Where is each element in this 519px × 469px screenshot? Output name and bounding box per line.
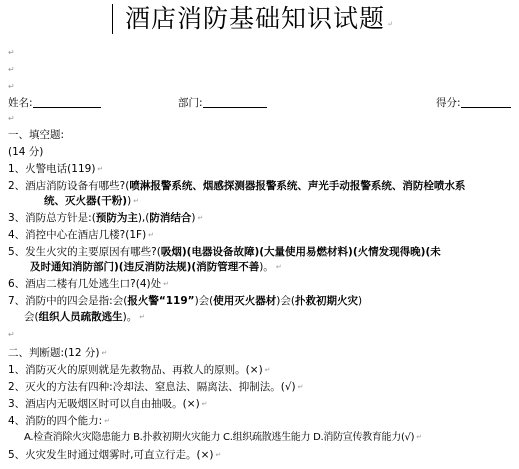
paragraph-mark-icon: ↵ <box>139 313 146 321</box>
dept-field[interactable] <box>203 96 267 108</box>
question-2-cont: 统、灭火器(干粉)) ↵ <box>44 195 140 207</box>
paragraph-mark-icon: ↵ <box>97 165 104 173</box>
score-field[interactable] <box>461 96 511 108</box>
judge-question-2: 2、灭火的方法有四种:冷却法、窒息法、隔离法、抑制法。(√) ↵ <box>8 381 304 393</box>
page-title <box>0 2 519 41</box>
judge-question-5: 5、火灾发生时通过烟雾时,可直立行走。(×) ↵ <box>8 449 222 461</box>
question-5: 5、发生火灾的主要原因有哪些?(吸烟)(电器设备故障)(大量使用易燃材料)(火情发现得晚)(未 <box>8 246 441 258</box>
answer-text: 吸烟)(电器设备故障)(大量使用易燃材料)(火情发现得晚)(未 <box>160 246 441 258</box>
judge-question-4-options: A.检查消除火灾隐患能力 B.扑救初期火灾能力 C.组织疏散逃生能力 D.消防宣传教育能力(√) ↵ <box>24 432 422 443</box>
paragraph-mark-icon: ↵ <box>275 263 282 271</box>
section1-heading: 一、填空题: <box>8 129 65 141</box>
answer-text: 预防为主 <box>95 212 138 224</box>
answer-text: 扑救初期火灾 <box>294 295 358 307</box>
paragraph-mark-icon: ↵ <box>101 349 108 357</box>
question-2: 2、酒店消防设备有哪些?(喷淋报警系统、烟感探测器报警系统、声光手动报警系统、消防栓喷水系 <box>8 180 466 192</box>
paragraph-mark-icon: ↵ <box>104 417 111 425</box>
judge-question-1: 1、消防灭火的原则就是先救物品、再救人的原则。(×) ↵ <box>8 364 271 376</box>
question-7: 7、消防中的四会是指:会(报火警“119”)会(使用灭火器材)会(扑救初期火灾) <box>8 295 363 307</box>
paragraph-mark-icon: ↵ <box>8 82 15 91</box>
section2-heading: 二、判断题:(12 分) ↵ <box>8 347 108 359</box>
paragraph-mark-icon: ↵ <box>297 383 304 391</box>
answer-text: 使用灭火器材 <box>213 295 277 307</box>
answer-text: 喷淋报警系统、烟感探测器报警系统、声光手动报警系统、消防栓喷水系 <box>129 180 466 192</box>
paragraph-mark-icon: ↵ <box>215 451 222 459</box>
dept-label: 部门: <box>178 97 203 109</box>
answer-text: 报火警“119” <box>127 295 195 307</box>
score-label: 得分: <box>436 97 461 109</box>
question-5-cont: 及时通知消防部门)(违反消防法规)(消防管理不善)。 ↵ <box>30 261 282 273</box>
answer-text: 及时通知消防部门)(违反消防法规)(消防管理不善 <box>30 261 260 273</box>
question-4: 4、消控中心在酒店几楼?(1F) ↵ <box>8 229 155 241</box>
answer-text: 组织人员疏散逃生 <box>38 311 123 323</box>
paragraph-mark-icon: ↵ <box>8 114 15 123</box>
answer-text: 防消结合 <box>149 212 192 224</box>
name-field[interactable] <box>33 96 101 108</box>
paragraph-mark-icon: ↵ <box>163 280 170 288</box>
title-text: 酒店消防基础知识试题 <box>125 4 386 33</box>
paragraph-mark-icon: ↵ <box>8 330 15 339</box>
paragraph-mark-icon: ↵ <box>8 65 15 74</box>
answer-text: 统、灭火器(干粉) <box>44 195 128 207</box>
dept-group <box>178 96 267 110</box>
paragraph-mark-icon: ↵ <box>148 231 155 239</box>
judge-question-4: 4、消防的四个能力: ↵ <box>8 415 111 427</box>
question-1: 1、火警电话(119) ↵ <box>8 163 104 175</box>
score-group <box>436 96 511 110</box>
judge-question-3: 3、酒店内无吸烟区时可以自由抽吸。(×) ↵ <box>8 398 208 410</box>
question-7-cont: 会(组织人员疏散逃生)。 ↵ <box>24 311 146 323</box>
question-6: 6、酒店二楼有几处逃生口?(4)处 ↵ <box>8 278 170 290</box>
section1-points: (14 分) <box>8 146 44 158</box>
paragraph-mark-icon: ↵ <box>416 433 422 441</box>
paragraph-mark-icon: ↵ <box>201 400 208 408</box>
question-3: 3、消防总方针是:(预防为主),(防消结合) ↵ <box>8 212 204 224</box>
paragraph-mark-icon: ↵ <box>8 48 15 57</box>
paragraph-mark-icon: ↵ <box>264 366 271 374</box>
paragraph-mark-icon: ↵ <box>387 20 394 28</box>
paragraph-mark-icon: ↵ <box>197 214 204 222</box>
name-label: 姓名: <box>8 97 33 109</box>
form-line <box>8 96 513 110</box>
paragraph-mark-icon: ↵ <box>133 197 140 205</box>
